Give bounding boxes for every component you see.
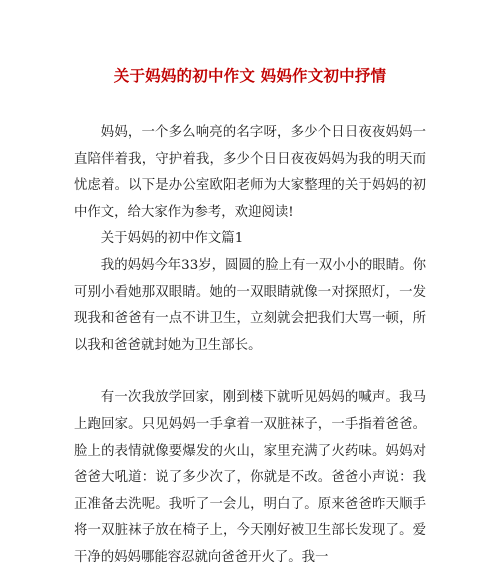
document-body bbox=[74, 120, 426, 572]
body-paragraph-1: 我的妈妈今年33岁，圆圆的脸上有一双小小的眼睛。你可别小看她那双眼睛。她的一双眼睛就像一对探照灯，一发现我和爸爸有一点不讲卫生，立刻就会把我们大骂一顿，所以我和爸爸就封她为卫生部长。 bbox=[74, 257, 426, 353]
document-title: 关于妈妈的初中作文 妈妈作文初中抒情 bbox=[113, 67, 387, 85]
section-heading: 关于妈妈的初中作文篇1 bbox=[100, 231, 244, 247]
paragraph-spacer bbox=[74, 359, 426, 385]
body-paragraph-2: 有一次我放学回家，刚到楼下就听见妈妈的喊声。我马上跑回家。只见妈妈一手拿着一双脏袜子，一手指着爸爸。脸上的表情就像要爆发的火山，家里充满了火药味。妈妈对爸爸大吼道：说了多少次了，你就是不改。爸爸小声说：我正准备去洗呢。我听了一会儿，明白了。原来爸爸昨天顺手将一双脏袜子放在椅子上，今天刚好被卫生部长发现了。爱干净的妈妈哪能容忍就向爸爸开火了。我一 bbox=[74, 390, 426, 565]
intro-paragraph: 妈妈，一个多么响亮的名字呀，多少个日日夜夜妈妈一直陪伴着我，守护着我，多少个日日夜夜妈妈为我的明天而忧虑着。以下是办公室欧阳老师为大家整理的关于妈妈的初中作文，给大家作为参考，欢迎阅读! bbox=[74, 125, 426, 220]
